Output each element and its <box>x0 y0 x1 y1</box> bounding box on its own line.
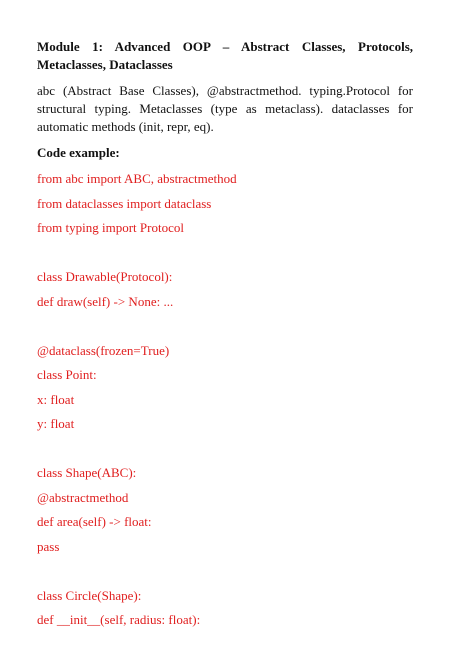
code-line: from abc import ABC, abstractmethod <box>37 171 237 186</box>
code-blank-line <box>37 437 413 462</box>
code-line: class Point: <box>37 367 97 382</box>
code-line: @dataclass(frozen=True) <box>37 342 170 358</box>
code-line: def area(self) -> float: <box>37 514 152 529</box>
code-line: class Drawable(Protocol): <box>37 269 173 284</box>
code-line: from typing import Protocol <box>37 220 184 235</box>
document-page <box>37 38 413 633</box>
code-block <box>37 167 413 633</box>
module-description: abc (Abstract Base Classes), @abstractmethod. typing.Protocol for structural typing. Metaclasses (type as metaclass). dataclasses for automatic methods (init, repr, eq). <box>37 83 413 134</box>
code-line: def draw(self) -> None: ... <box>37 293 174 309</box>
module-heading: Module 1: Advanced OOP – Abstract Classes, Protocols, Metaclasses, Dataclasses <box>37 39 413 72</box>
code-line: def __init__(self, radius: float): <box>37 612 201 627</box>
code-line: x: float <box>37 391 75 407</box>
code-line: pass <box>37 538 60 554</box>
code-blank-line <box>37 314 413 339</box>
code-line: @abstractmethod <box>37 489 129 505</box>
code-example-label: Code example: <box>37 145 120 160</box>
code-line: from dataclasses import dataclass <box>37 195 212 211</box>
code-line: y: float <box>37 416 75 431</box>
code-line: class Circle(Shape): <box>37 587 142 603</box>
code-blank-line <box>37 559 413 584</box>
code-blank-line <box>37 241 413 266</box>
code-line: class Shape(ABC): <box>37 465 137 480</box>
